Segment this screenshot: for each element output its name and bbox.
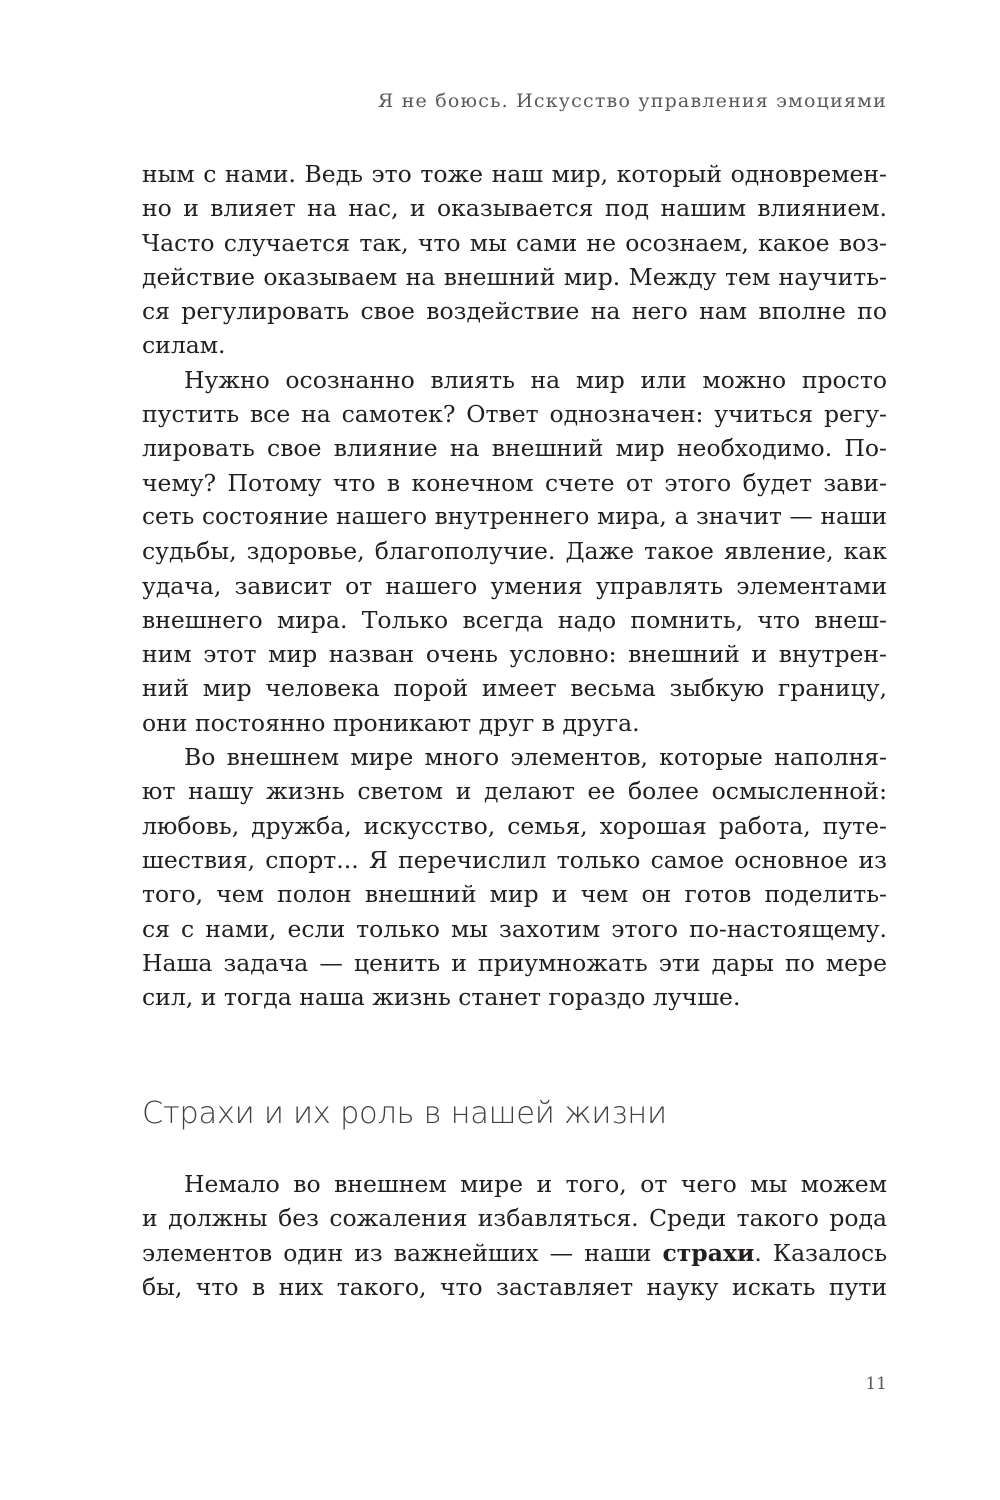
- paragraph-2-line: судьбы, здоровье, благополучие. Даже такое явление, как: [142, 537, 887, 566]
- paragraph-4-line-3-end: . Казалось: [754, 1238, 887, 1267]
- body-text-lower: [142, 1167, 887, 1304]
- paragraph-4-line: и должны без сожаления избавляться. Среди такого рода: [142, 1204, 887, 1233]
- paragraph-3-line: шествия, спорт... Я перечислил только самое основное из: [142, 845, 887, 874]
- paragraph-2-line: Нужно осознанно влиять на мир или можно просто: [184, 365, 887, 394]
- emphasized-term: страхи: [662, 1238, 755, 1267]
- paragraph-3-line: Во внешнем мире много элементов, которые наполня-: [184, 743, 887, 772]
- paragraph-2-line: удача, зависит от нашего умения управлять элементами: [142, 571, 887, 600]
- paragraph-1-line: но и влияет на нас, и оказывается под нашим влиянием.: [142, 194, 887, 223]
- paragraph-3-line: Наша задача — ценить и приумножать эти дары по мере: [142, 948, 887, 977]
- running-head-title: Я не боюсь. Искусство управления эмоциями: [377, 90, 887, 112]
- paragraph-3-line: любовь, дружба, искусство, семья, хорошая работа, путе-: [142, 811, 887, 840]
- paragraph-4-line: бы, что в них такого, что заставляет науку искать пути: [142, 1272, 887, 1301]
- paragraph-1-line: действие оказываем на внешний мир. Между тем научить-: [142, 262, 887, 291]
- paragraph-2-line: внешнего мира. Только всегда надо помнить, что внеш-: [142, 605, 887, 634]
- section-heading: Страхи и их роль в нашей жизни: [142, 1096, 667, 1131]
- paragraph-3-line: ют нашу жизнь светом и делают ее более осмысленной:: [142, 777, 887, 806]
- paragraph-3-line: того, чем полон внешний мир и чем он готов поделить-: [142, 880, 887, 909]
- paragraph-3-line: ся с нами, если только мы захотим этого по-настоящему.: [142, 914, 887, 943]
- paragraph-1-line: Часто случается так, что мы сами не осознаем, какое воз-: [142, 228, 887, 257]
- body-text-upper: [142, 157, 887, 1014]
- paragraph-2-line: сеть состояние нашего внутреннего мира, а значит — наши: [142, 502, 887, 530]
- paragraph-1-line: силам.: [142, 331, 226, 360]
- paragraph-2-line: они постоянно проникают друг в друга.: [142, 708, 640, 737]
- paragraph-3-line: сил, и тогда наша жизнь станет гораздо лучше.: [142, 983, 741, 1012]
- paragraph-2-line: пустить все на самотек? Ответ однозначен: учиться регу-: [142, 400, 887, 429]
- paragraph-2-line: лировать свое влияние на внешний мир необходимо. По-: [142, 434, 887, 463]
- paragraph-2-line: ним этот мир назван очень условно: внешний и внутрен-: [142, 640, 887, 669]
- paragraph-2-line: чему? Потому что в конечном счете от этого будет зави-: [142, 468, 887, 497]
- paragraph-1-line: ным с нами. Ведь это тоже наш мир, который одновремен-: [142, 160, 887, 188]
- paragraph-2-line: ний мир человека порой имеет весьма зыбкую границу,: [142, 674, 887, 703]
- page-number: 11: [865, 1374, 887, 1394]
- paragraph-4-line: [142, 1236, 887, 1270]
- paragraph-1-line: ся регулировать свое воздействие на него нам вполне по: [142, 297, 887, 326]
- paragraph-4-line-3-start: элементов один из важнейших — наши: [142, 1238, 663, 1267]
- paragraph-4-line: Немало во внешнем мире и того, от чего мы можем: [184, 1170, 887, 1198]
